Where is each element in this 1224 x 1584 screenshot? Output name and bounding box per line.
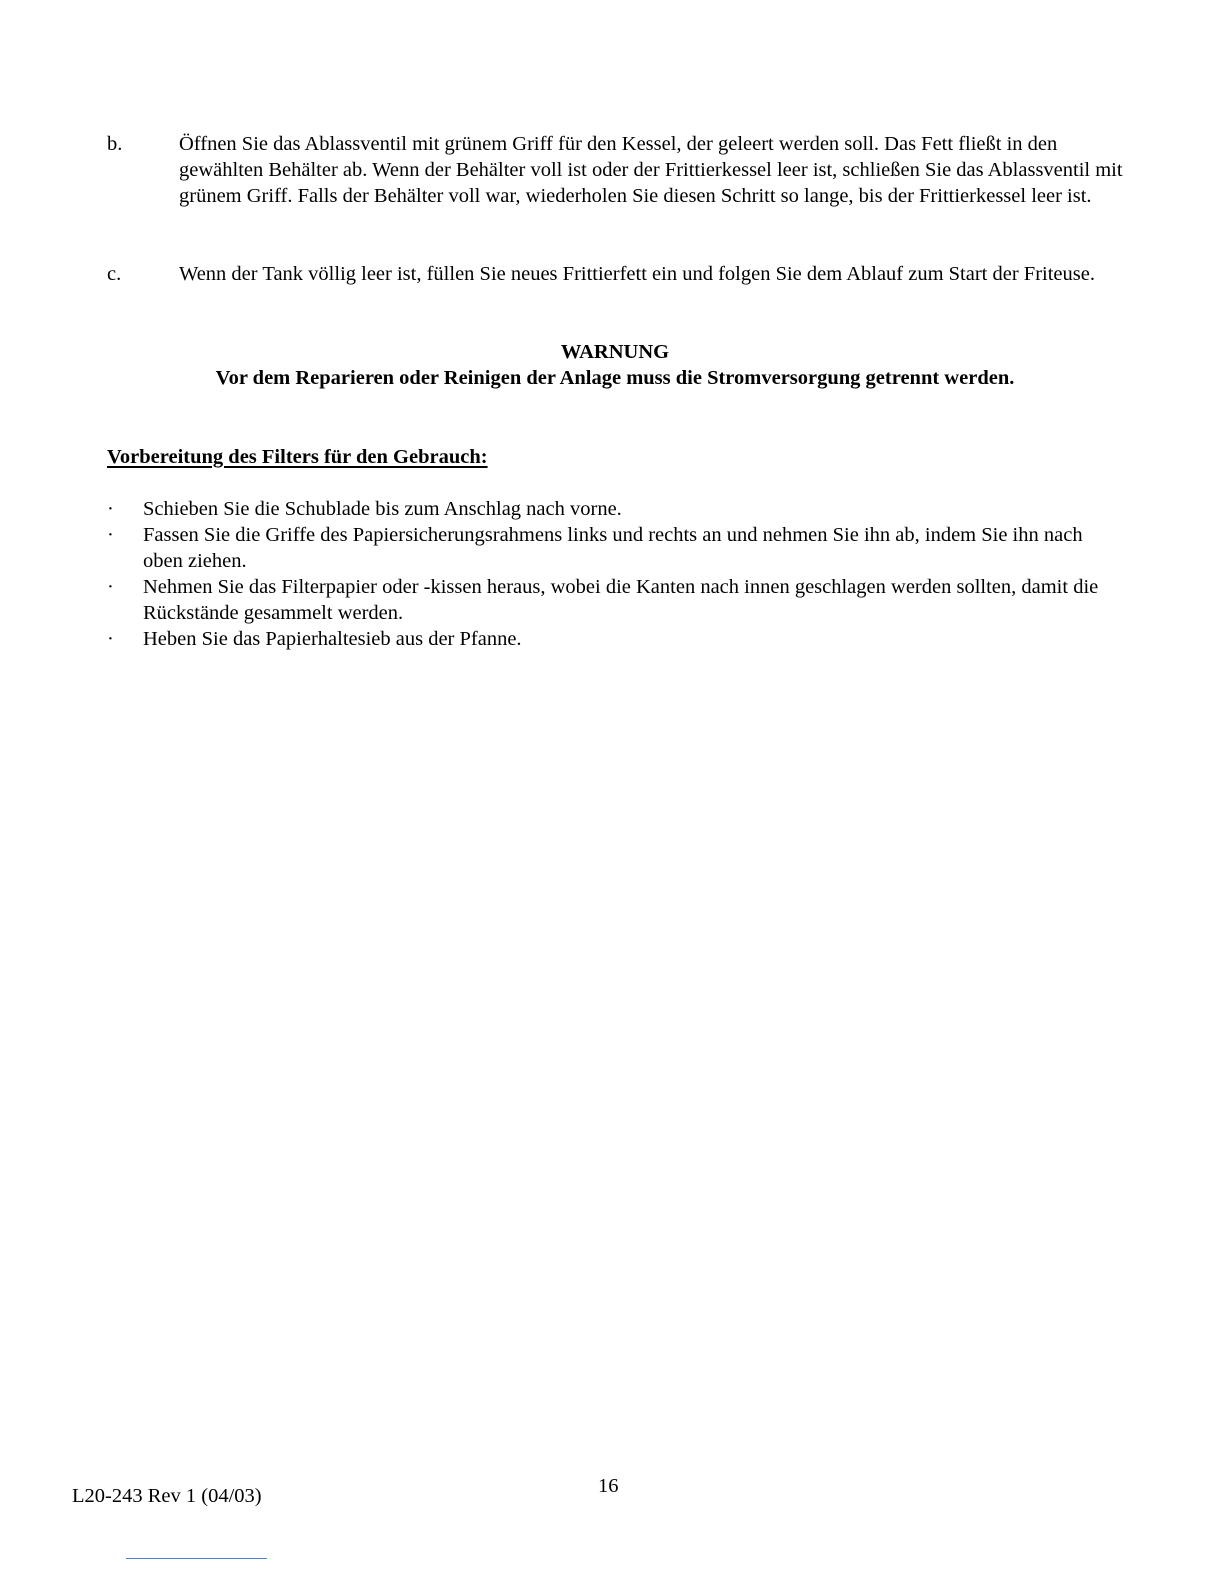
- list-item-text: Heben Sie das Papierhaltesieb aus der Pfanne.: [143, 628, 522, 650]
- page-number: 16: [598, 1475, 619, 1497]
- list-item: [107, 522, 1127, 574]
- warning-text: Vor dem Reparieren oder Reinigen der Anlage muss die Stromversorgung getrennt werden.: [215, 367, 1015, 389]
- bullet-dot: ·: [107, 628, 114, 650]
- warning-title: WARNUNG: [560, 341, 670, 363]
- filter-preparation-list: [107, 496, 1127, 652]
- step-c: [107, 261, 1127, 287]
- step-text: Öffnen Sie das Ablassventil mit grünem Griff für den Kessel, der geleert werden soll. Das Fett fließt in den gewählten Behälter ab. Wenn der Behälter voll ist oder der Frittierkessel leer ist, schließen Sie das Ablassventil mit grünem Griff. Falls der Behälter voll war, wiederholen Sie diesen Schritt so lange, bis der Frittierkessel leer ist.: [179, 133, 1123, 207]
- warning-block: [0, 339, 1224, 391]
- section-heading: Vorbereitung des Filters für den Gebrauch:: [107, 446, 488, 468]
- list-item-text: Schieben Sie die Schublade bis zum Anschlag nach vorne.: [143, 498, 622, 520]
- step-b: [107, 131, 1127, 209]
- step-marker: c.: [107, 263, 122, 285]
- bullet-dot: ·: [107, 524, 114, 546]
- list-item: [107, 626, 1127, 652]
- list-item-text: Nehmen Sie das Filterpapier oder -kissen heraus, wobei die Kanten nach innen geschlagen werden sollten, damit die Rückstände gesammelt werden.: [143, 576, 1099, 624]
- list-item: [107, 574, 1127, 626]
- footer-rule: [126, 1558, 267, 1559]
- document-id: L20-243 Rev 1 (04/03): [72, 1485, 262, 1507]
- list-item: [107, 496, 1127, 522]
- list-item-text: Fassen Sie die Griffe des Papiersicherungsrahmens links und rechts an und nehmen Sie ihn ab, indem Sie ihn nach oben ziehen.: [143, 524, 1083, 572]
- step-text: Wenn der Tank völlig leer ist, füllen Sie neues Frittierfett ein und folgen Sie dem Ablauf zum Start der Friteuse.: [179, 263, 1095, 285]
- bullet-dot: ·: [107, 498, 114, 520]
- bullet-dot: ·: [107, 576, 114, 598]
- step-marker: b.: [107, 133, 123, 155]
